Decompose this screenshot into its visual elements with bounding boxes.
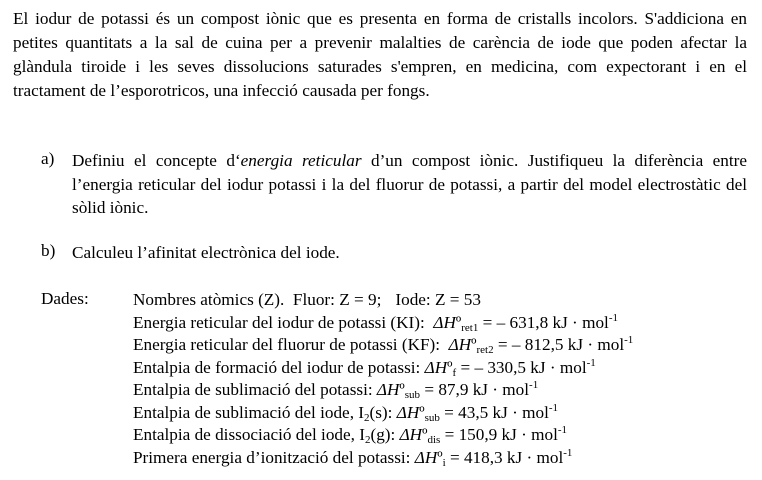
delta-h-symbol: ΔH <box>433 312 456 332</box>
delta-h-symbol: ΔH <box>448 335 472 354</box>
delta-h-subscript: dis <box>427 434 441 446</box>
intro-paragraph: El iodur de potassi és un compost iònic que es presenta en forma de cristalls incolors. S'addiciona en petites quantitats a la sal de cuina per a prevenir malalties de carència de iode que poden afectar la glàndula tiroide i les seves dissolucions saturades s'empren, en medicina, com expectorant i en el tractament de l’esporotricos, una infecció causada per fongs. <box>13 9 747 100</box>
delta-h-subscript: f <box>452 366 457 379</box>
dades-item-label-pre: Entalpia de sublimació del iode, I <box>133 402 365 422</box>
dades-item-label: Energia reticular del fluorur de potassi (KF): <box>133 335 441 354</box>
dades-item-value: = 150,9 kJ · mol <box>440 425 558 444</box>
question-b <box>41 241 747 265</box>
atomic-numbers-prefix: Nombres atòmics (Z). <box>133 290 285 309</box>
question-a-text-before: Definiu el concepte d‘ <box>72 151 241 170</box>
dades-item-value: = – 812,5 kJ · mol <box>493 335 625 354</box>
degree-symbol: º <box>455 312 462 332</box>
question-a-text-after: d’un compost iònic. Justifiqueu la diferència entre l’energia reticular del iodur potassi i la del fluorur de potassi, a partir del model electrostàtic del sòlid iònic. <box>72 151 748 217</box>
unit-exponent: -1 <box>624 334 634 346</box>
delta-h-symbol: ΔH <box>396 402 420 422</box>
delta-h-symbol: ΔH <box>424 357 448 377</box>
formula-subscript: 2 <box>364 434 371 446</box>
unit-exponent: -1 <box>563 446 573 459</box>
dades-label: Dades: <box>41 289 89 308</box>
dades-item <box>133 402 753 425</box>
dades-item <box>133 334 753 357</box>
unit-exponent: -1 <box>557 424 568 436</box>
dades-item-label: Entalpia de formació del iodur de potassi: <box>133 357 421 377</box>
degree-symbol: º <box>419 402 425 422</box>
delta-h-symbol: ΔH <box>414 447 438 467</box>
question-a-italic-term: energia reticular <box>240 151 362 170</box>
question-a-text <box>72 149 747 220</box>
unit-exponent: -1 <box>529 379 539 391</box>
unit-exponent: -1 <box>586 356 596 369</box>
delta-h-subscript: ret2 <box>476 344 494 356</box>
dades-item-value: = 87,9 kJ · mol <box>420 380 530 399</box>
question-b-text: Calculeu l’afinitat electrònica del iode. <box>72 243 340 262</box>
unit-exponent: -1 <box>548 401 559 414</box>
degree-symbol: º <box>447 357 453 377</box>
dades-item-value: = 418,3 kJ · mol <box>445 447 564 467</box>
dades-item-label: Primera energia d’ionització del potassi: <box>133 447 411 467</box>
unit-exponent: -1 <box>608 311 618 324</box>
dades-item <box>133 312 753 335</box>
degree-symbol: º <box>399 380 405 399</box>
dades-item-value: = – 330,5 kJ · mol <box>456 357 587 377</box>
dades-item-label-post: (s): <box>369 402 393 422</box>
delta-h-symbol: ΔH <box>376 380 400 399</box>
delta-h-subscript: sub <box>404 389 421 401</box>
degree-symbol: º <box>471 335 477 354</box>
dades-item <box>133 424 753 447</box>
delta-h-symbol: ΔH <box>399 425 423 444</box>
dades-atomic-numbers <box>133 289 753 312</box>
dades-item <box>133 357 753 380</box>
dades-item <box>133 379 753 402</box>
delta-h-subscript: sub <box>424 411 440 424</box>
dades-item-label: Energia reticular del iodur de potassi (KI): <box>133 312 425 332</box>
delta-h-subscript: ret1 <box>461 321 479 334</box>
question-b-letter: b) <box>41 241 56 260</box>
degree-symbol: º <box>437 447 443 467</box>
degree-symbol: º <box>422 425 428 444</box>
dades-list <box>133 289 753 469</box>
dades-item <box>133 447 753 470</box>
dades-item-value: = 43,5 kJ · mol <box>439 402 549 422</box>
delta-h-subscript: i <box>442 456 446 469</box>
atomic-number-iode: Iode: Z = 53 <box>395 290 481 309</box>
question-a <box>41 149 747 220</box>
dades-item-label-post: (g): <box>370 425 396 444</box>
dades-item-value: = – 631,8 kJ · mol <box>478 312 609 332</box>
dades-item-label: Entalpia de sublimació del potassi: <box>133 380 373 399</box>
question-a-letter: a) <box>41 149 55 168</box>
formula-subscript: 2 <box>364 411 370 424</box>
atomic-number-fluor: Fluor: Z = 9; <box>292 290 382 309</box>
dades-item-label-pre: Entalpia de dissociació del iode, I <box>133 425 365 444</box>
